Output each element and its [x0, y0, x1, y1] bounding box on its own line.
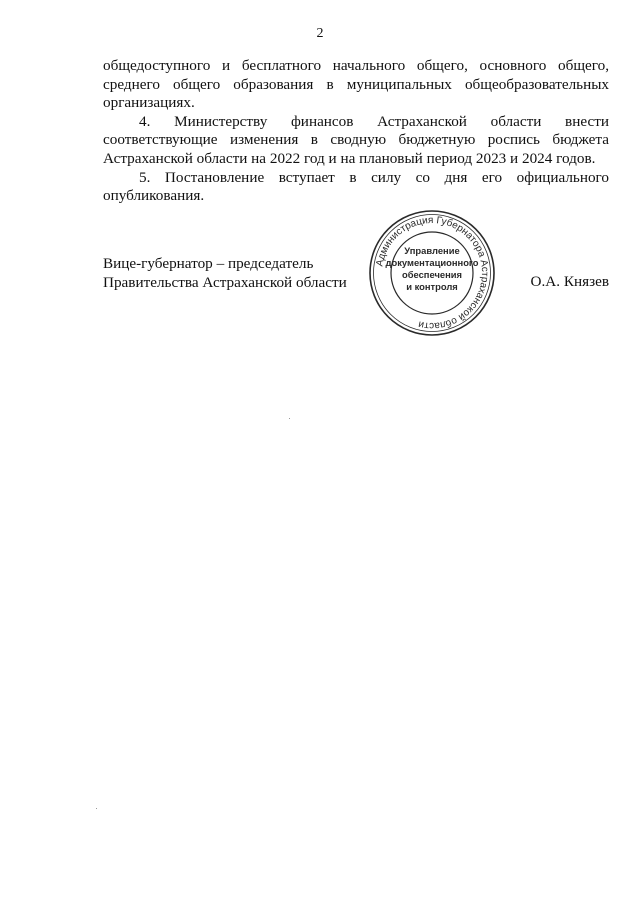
seal-ring-text: Администрация Губернатора Астраханской области — [374, 214, 491, 332]
seal-center-line-1: Управление — [404, 245, 460, 256]
seal-center-line-3: обеспечения — [401, 269, 463, 280]
signatory-name: О.А. Князев — [530, 273, 609, 290]
signatory-title — [103, 255, 347, 292]
paragraph-continuation: общедоступного и бесплатного начального общего, основного общего, среднего общего образования в муниципальных общеобразовательных организациях. — [103, 57, 609, 112]
document-body — [103, 57, 609, 206]
official-seal — [367, 208, 497, 338]
page-number: 2 — [316, 26, 324, 41]
seal-graphic — [367, 208, 497, 338]
scan-speck — [96, 808, 97, 809]
seal-center-line-4: и контроля — [406, 281, 458, 292]
scan-speck — [289, 418, 290, 419]
seal-center-line-2: документационного — [385, 257, 479, 268]
signatory-title-line-1: Вице-губернатор – председатель — [103, 255, 314, 272]
signatory-title-line-2: Правительства Астраханской области — [103, 273, 347, 291]
paragraph-5: 5. Постановление вступает в силу со дня его официального опубликования. — [103, 168, 609, 205]
paragraph-4: 4. Министерству финансов Астраханской области внести соответствующие изменения в сводную бюджетную роспись бюджета Астраханской области на 2022 год и на плановый период 2023 и 2024 годов. — [103, 112, 609, 167]
